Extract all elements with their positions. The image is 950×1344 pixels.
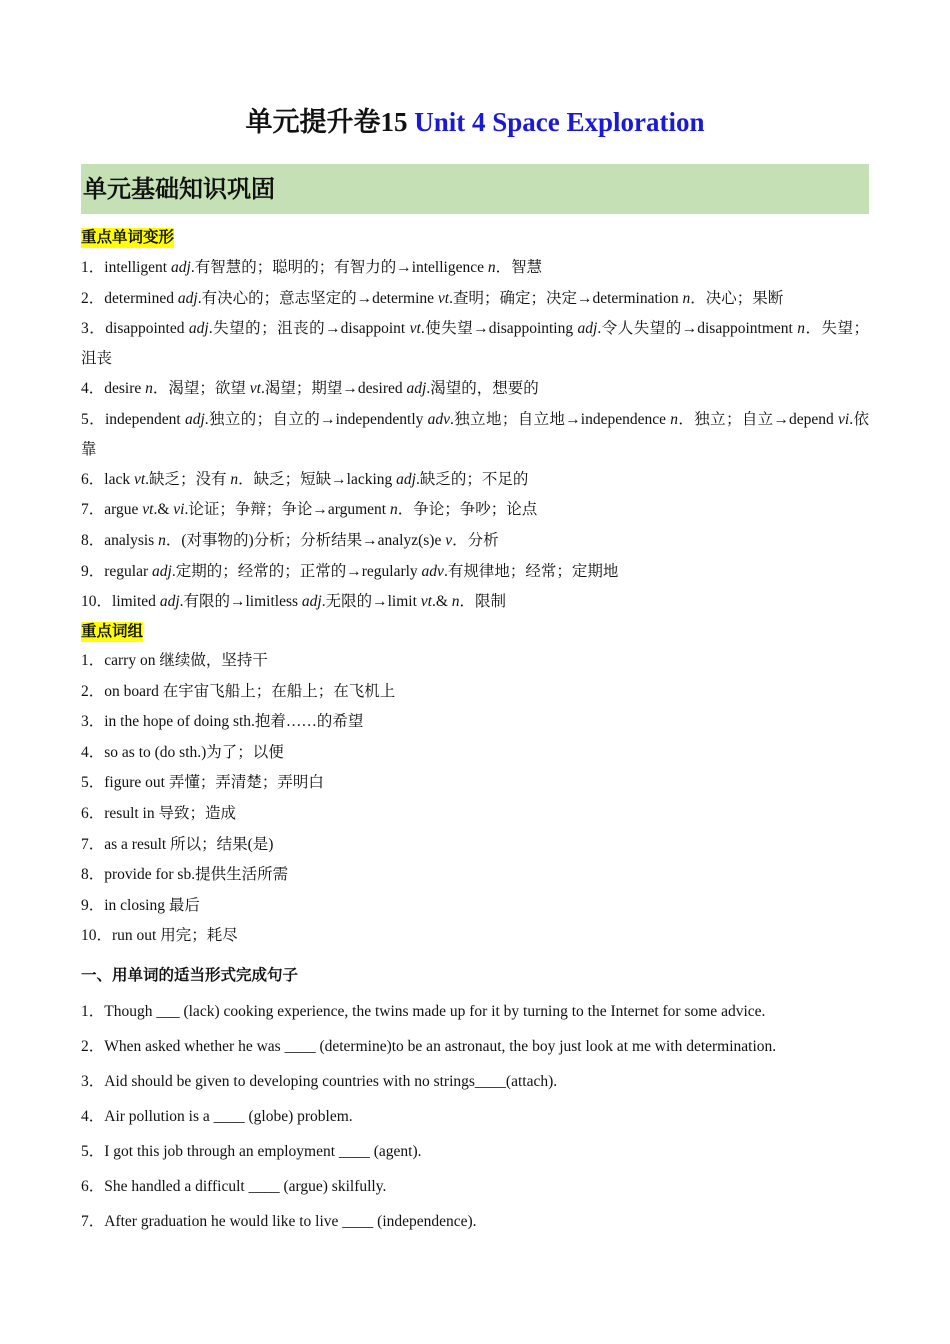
part-of-speech: n <box>451 593 460 611</box>
word-item <box>81 495 869 526</box>
part-of-speech: adj <box>171 259 191 276</box>
word-text: 6． <box>81 470 105 488</box>
word-text: ．争论；争吵；论点 <box>397 501 538 519</box>
part-of-speech: vt <box>409 320 421 338</box>
word-item <box>81 465 869 496</box>
word-text: 10． <box>81 593 113 611</box>
word-text: desire <box>104 380 146 398</box>
word-text: .独立地；自立地→independence <box>450 410 671 428</box>
part-of-speech: vt <box>142 501 154 519</box>
part-of-speech: adj <box>177 289 198 307</box>
part-of-speech: adj <box>184 410 205 428</box>
page-title <box>81 104 869 140</box>
phrase-item: 7．as a result 所以；结果(是) <box>81 835 274 853</box>
part-of-speech: n <box>487 259 496 276</box>
word-item <box>81 284 869 315</box>
exercise-item: 5．I got this job through an employment ____ (agent). <box>81 1143 422 1160</box>
word-text: 1． <box>81 259 105 276</box>
word-text: .论证；争辩；争论→argument <box>184 501 390 519</box>
part-of-speech: vt <box>249 380 261 398</box>
word-text: determined <box>104 289 178 307</box>
word-text: ．渴望；欲望 <box>152 380 250 398</box>
word-text: .渴望的，想要的 <box>426 380 539 398</box>
part-of-speech: adj <box>396 470 416 488</box>
word-item <box>81 405 869 465</box>
exercise-item: 1．Though ___ (lack) cooking experience, the twins made up for it by turning to the Internet for some advice. <box>81 1003 766 1020</box>
phrases-heading: 重点词组 <box>81 623 144 640</box>
word-text: .定期的；经常的；正常的→regularly <box>171 562 422 580</box>
word-text: .& <box>153 501 174 519</box>
word-text: 9． <box>81 562 105 580</box>
exercise-item: 7．After graduation he would like to live ____ (independence). <box>81 1213 477 1230</box>
word-text: ．(对事物的)分析；分析结果→analyz(s)e <box>165 531 446 549</box>
words-heading: 重点单词变形 <box>81 229 175 246</box>
word-text: .有智慧的；聪明的；有智力的→intelligence <box>190 259 488 276</box>
part-of-speech: vt <box>133 470 146 488</box>
part-of-speech: n <box>797 320 805 338</box>
word-text: intelligent <box>104 259 171 276</box>
word-item <box>81 374 869 405</box>
word-text: .缺乏；没有 <box>145 470 231 488</box>
word-text: .& <box>431 593 452 611</box>
section-banner: 单元基础知识巩固 <box>81 164 869 214</box>
word-text: .失望的；沮丧的→disappoint <box>208 320 410 338</box>
phrase-item: 2．on board 在宇宙飞船上；在船上；在飞机上 <box>81 682 396 700</box>
word-item <box>81 526 869 557</box>
part-of-speech: vi <box>838 410 850 428</box>
part-of-speech: adj <box>301 593 322 611</box>
exercise-item: 6．She handled a difficult ____ (argue) skilfully. <box>81 1178 387 1195</box>
phrase-item: 10．run out 用完；耗尽 <box>81 927 238 945</box>
phrases-section <box>81 622 869 952</box>
word-text: .使失望→disappointing <box>420 320 578 338</box>
word-text: 8． <box>81 531 105 549</box>
part-of-speech: n <box>158 531 166 549</box>
word-text: .令人失望的→disappointment <box>597 320 798 338</box>
exercise-heading: 一、用单词的适当形式完成句子 <box>81 967 299 984</box>
word-text: .有规律地；经常；定期地 <box>443 562 619 580</box>
word-text: 2． <box>81 289 105 307</box>
word-text: lack <box>104 470 134 488</box>
word-text: ．独立；自立→depend <box>678 410 839 428</box>
word-text: 4． <box>81 380 105 398</box>
word-text: .无限的→limit <box>321 593 421 611</box>
word-text: argue <box>104 501 143 519</box>
part-of-speech: adj <box>152 562 172 580</box>
word-text: ．决心；果断 <box>690 289 784 307</box>
part-of-speech: adj <box>577 320 598 338</box>
word-item <box>81 314 869 374</box>
title-cn: 单元提升卷15 <box>245 107 408 137</box>
exercise-item: 3．Aid should be given to developing countries with no strings____(attach). <box>81 1073 558 1090</box>
word-text: .有决心的；意志坚定的→determine <box>197 289 438 307</box>
word-item <box>81 557 869 588</box>
exercise-list <box>81 994 869 1239</box>
title-en: Unit 4 Space Exploration <box>414 107 705 137</box>
word-text: .独立的；自立的→independently <box>204 410 428 428</box>
word-text: .有限的→limitless <box>179 593 302 611</box>
word-text: ．缺乏；短缺→lacking <box>238 470 397 488</box>
phrase-item: 4．so as to (do sth.)为了；以便 <box>81 743 284 761</box>
word-text: disappointed <box>105 320 189 338</box>
word-text: analysis <box>104 531 159 549</box>
words-section <box>81 228 869 618</box>
part-of-speech: vt <box>437 289 450 307</box>
word-text: 5． <box>81 410 105 428</box>
part-of-speech: n <box>670 410 678 428</box>
phrases-list <box>81 646 869 952</box>
word-text: regular <box>104 562 153 580</box>
exercise-section <box>81 966 869 1239</box>
phrase-item: 1．carry on 继续做，坚持干 <box>81 652 268 669</box>
word-item <box>81 587 869 618</box>
word-item <box>81 253 869 284</box>
word-text: .缺乏的；不足的 <box>415 470 529 488</box>
exercise-item: 4．Air pollution is a ____ (globe) problem. <box>81 1108 353 1125</box>
word-text: 3． <box>81 320 106 338</box>
part-of-speech: adj <box>159 593 180 611</box>
phrase-item: 8．provide for sb.提供生活所需 <box>81 866 289 884</box>
phrase-item: 9．in closing 最后 <box>81 896 200 914</box>
word-text: .渴望；期望→desired <box>260 380 407 398</box>
word-text: .查明；确定；决定→determination <box>449 289 683 307</box>
word-text: limited <box>112 593 160 611</box>
part-of-speech: n <box>230 470 239 488</box>
part-of-speech: vi <box>173 501 185 519</box>
exercise-item: 2．When asked whether he was ____ (determine)to be an astronaut, the boy just look at me with determination. <box>81 1038 777 1055</box>
word-text: ．失望；沮丧 <box>81 320 869 368</box>
part-of-speech: adv <box>421 562 444 580</box>
part-of-speech: vt <box>420 593 432 611</box>
words-list <box>81 253 869 618</box>
part-of-speech: adj <box>188 320 209 338</box>
word-text: ．分析 <box>452 531 499 549</box>
phrase-item: 5．figure out 弄懂；弄清楚；弄明白 <box>81 774 324 792</box>
phrase-item: 3．in the hope of doing sth.抱着……的希望 <box>81 713 364 731</box>
part-of-speech: n <box>145 380 153 398</box>
word-text: ．智慧 <box>495 259 543 276</box>
word-text: .依靠 <box>81 410 869 458</box>
word-text: 7． <box>81 501 105 519</box>
word-text: ．限制 <box>459 593 507 611</box>
word-text: independent <box>104 410 185 428</box>
phrase-item: 6．result in 导致；造成 <box>81 804 236 822</box>
part-of-speech: adj <box>406 380 427 398</box>
part-of-speech: n <box>682 289 691 307</box>
part-of-speech: adv <box>427 410 451 428</box>
part-of-speech: n <box>390 501 398 519</box>
part-of-speech: v <box>445 531 453 549</box>
